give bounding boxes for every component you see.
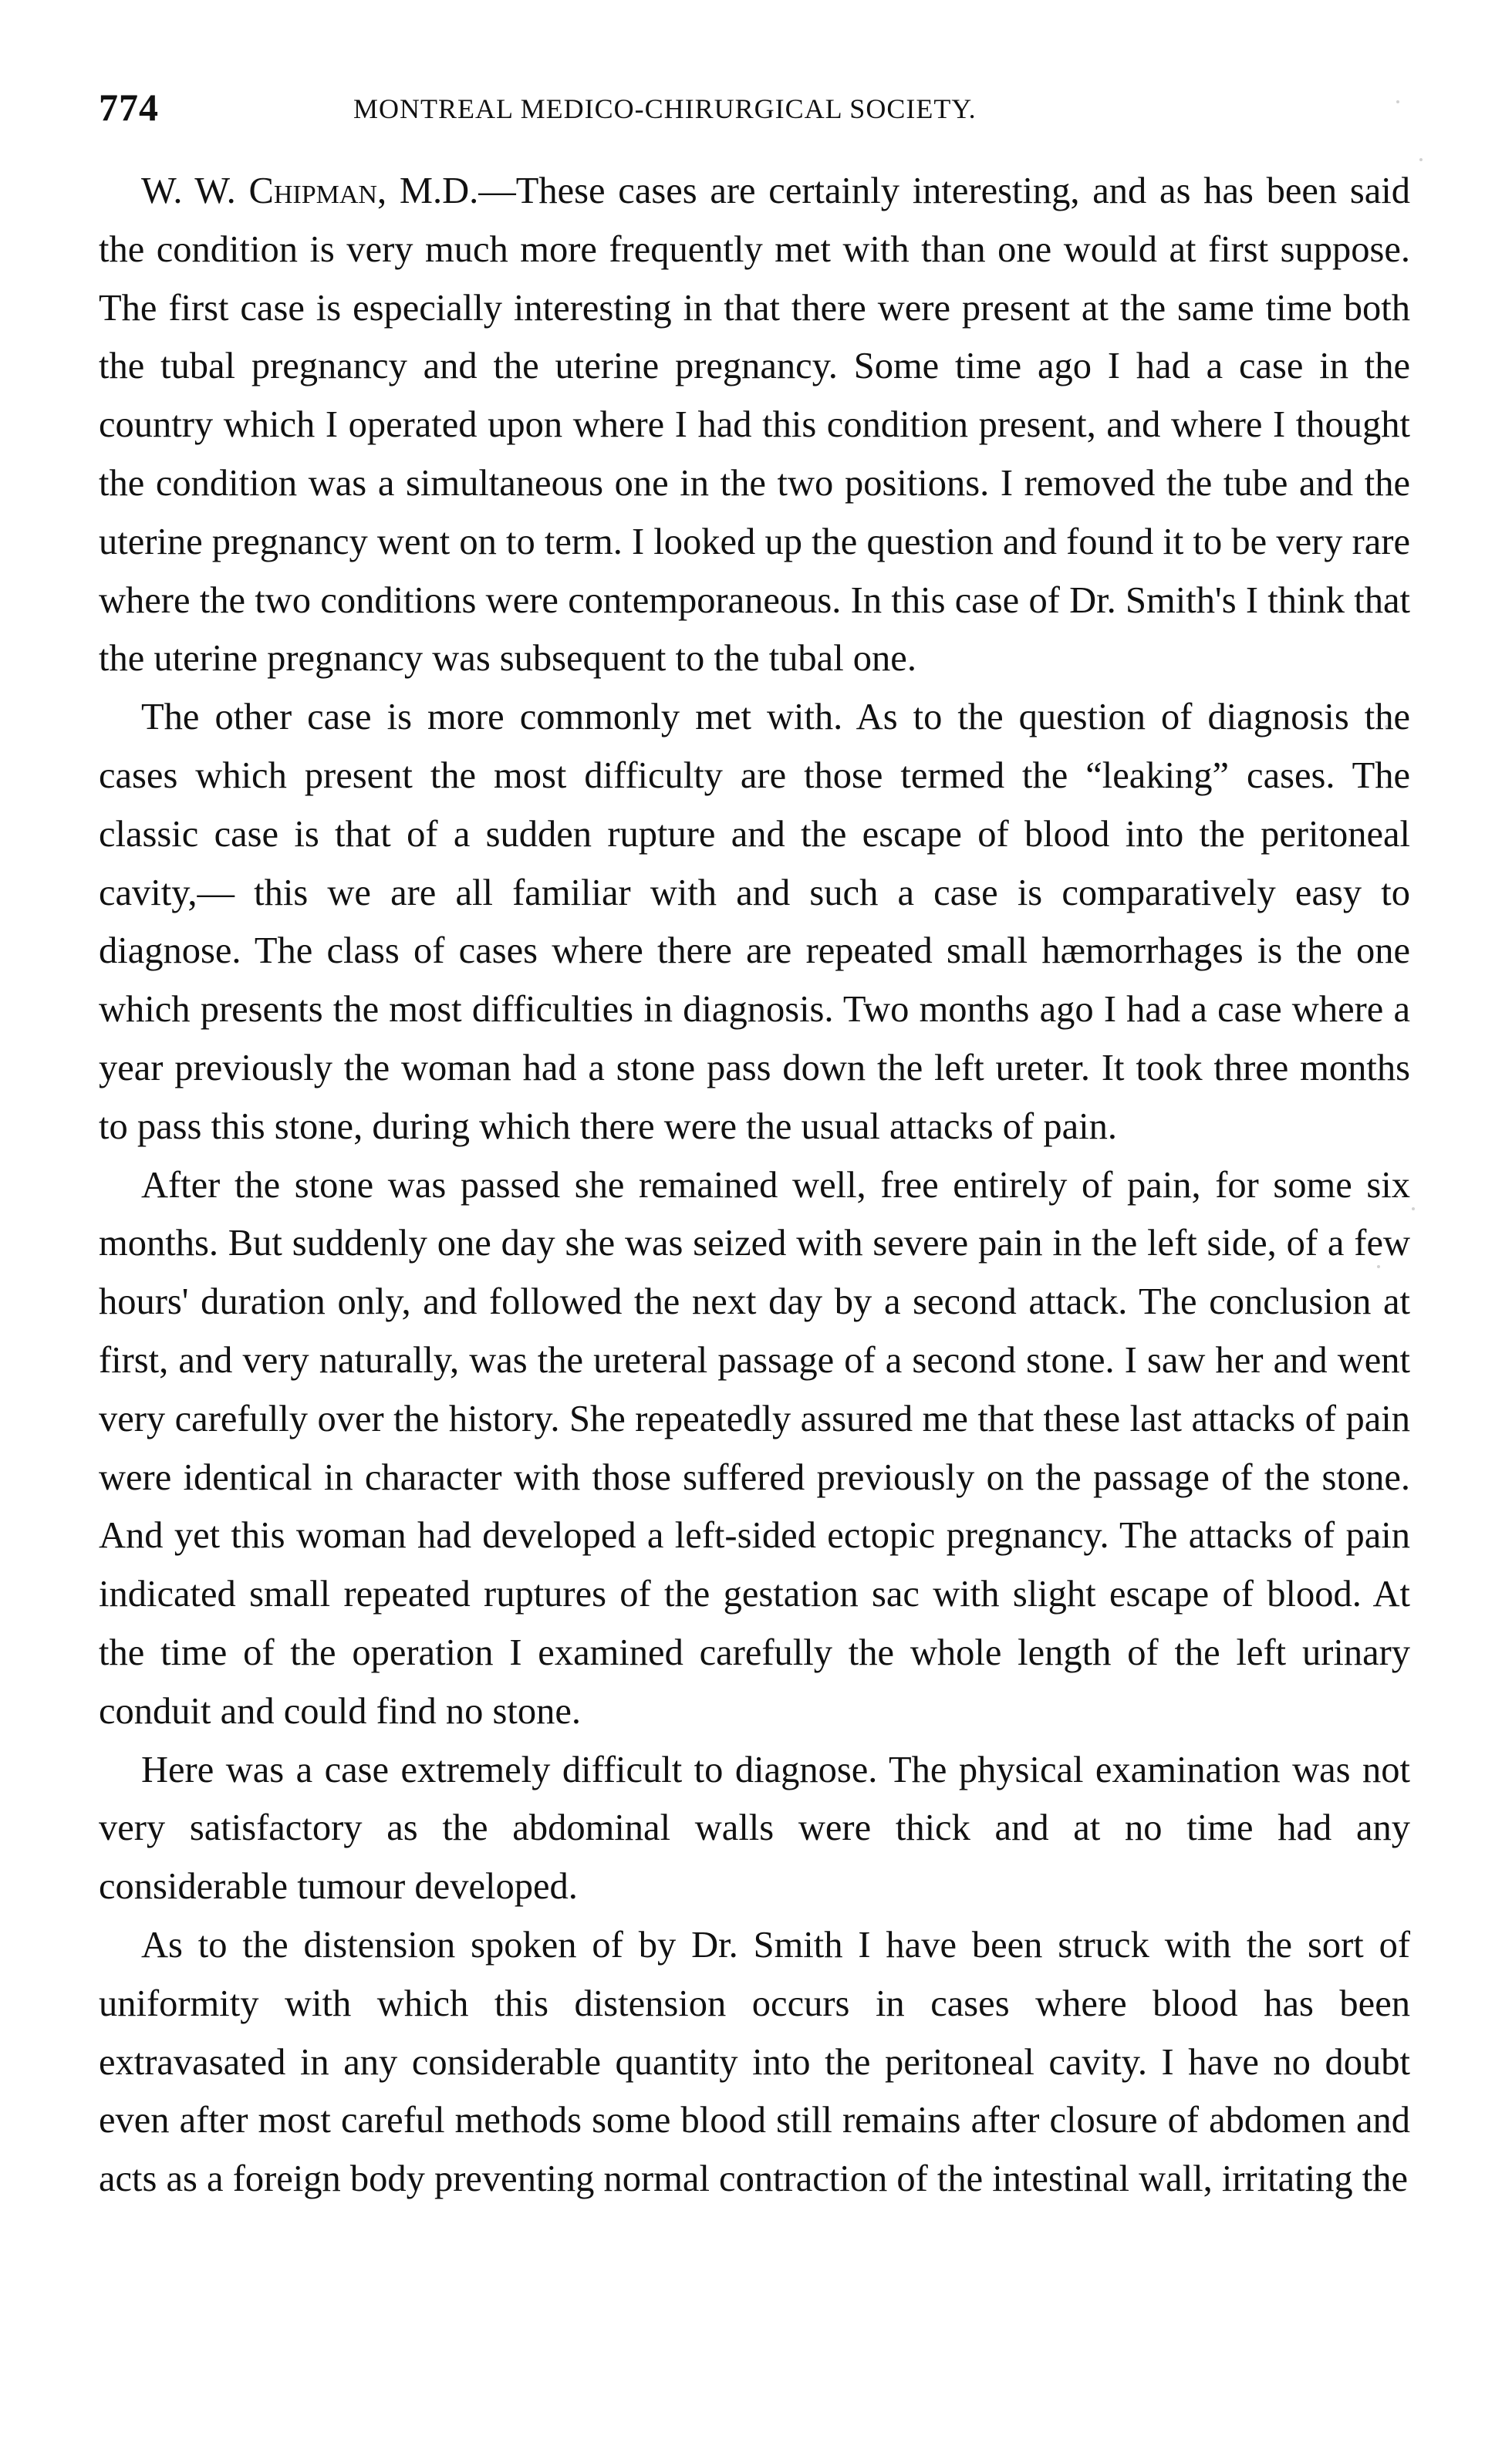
article-body — [99, 162, 1410, 2209]
scan-speck — [1385, 725, 1388, 728]
running-head — [99, 85, 1427, 139]
scan-speck — [1412, 1207, 1415, 1210]
journal-title: MONTREAL MEDICO-CHIRURGICAL SOCIETY. — [353, 93, 977, 124]
scan-speck — [1396, 100, 1399, 103]
paragraph-chipman-remarks — [99, 162, 1410, 688]
paragraph-text: —These cases are certainly interesting, and as has been said the condition is very much more frequently met with than one would at first suppose. The first case is especially interesting in that there were present at the same time both the tubal pregnancy and the uterine pregnancy. Some time ago I had a case in the country which I operated upon where I had this condition present, and where I thought the condition was a simultaneous one in the two positions. I removed the tube and the uterine pregnancy went on to term. I looked up the question and found it to be very rare where the two conditions were contemporaneous. In this case of Dr. Smith's I think that the uterine pregnancy was subsequent to the tubal one. — [99, 170, 1410, 680]
page-number: 774 — [99, 86, 159, 129]
scan-speck — [1419, 158, 1423, 161]
scan-speck — [1377, 1265, 1380, 1268]
paragraph-distension: As to the distension spoken of by Dr. Smith I have been struck with the sort of uniformity with which this distension occurs in cases where blood has been extravasated in any considerable quantity into the peritoneal cavity. I have no doubt even after most careful methods some blood still remains after closure of abdomen and acts as a foreign body preventing normal contraction of the intestinal wall, irritating the — [99, 1924, 1410, 2200]
speaker-name: W. W. Chipman, M.D. — [141, 170, 479, 211]
paragraph-diagnosis: The other case is more commonly met with. As to the question of diagnosis the cases which present the most difficulty are those termed the “leaking” cases. The classic case is that of a sudden rupture and the escape of blood into the peritoneal cavity,— this we are all familiar with and such a case is comparatively easy to diagnose. The class of cases where there are repeated small hæmorrhages is the one which presents the most difficulties in diagnosis. Two months ago I had a case where a year previously the woman had a stone pass down the left ureter. It took three months to pass this stone, during which there were the usual attacks of pain. — [99, 697, 1410, 1147]
paragraph-difficult-diagnosis: Here was a case extremely difficult to diagnose. The physical examination was not very satisfactory as the abdominal walls were thick and at no time had any considerable tumour developed. — [99, 1749, 1410, 1908]
paragraph-case-history: After the stone was passed she remained well, free entirely of pain, for some six months. But suddenly one day she was seized with severe pain in the left side, of a few hours' duration only, and followed the next day by a second attack. The conclusion at first, and very naturally, was the ureteral passage of a second stone. I saw her and went very carefully over the history. She repeatedly assured me that these last attacks of pain were identical in character with those suffered previously on the passage of the stone. And yet this woman had developed a left-sided ectopic pregnancy. The attacks of pain indicated small repeated ruptures of the gestation sac with slight escape of blood. At the time of the operation I examined carefully the whole length of the left urinary conduit and could find no stone. — [99, 1164, 1410, 1732]
